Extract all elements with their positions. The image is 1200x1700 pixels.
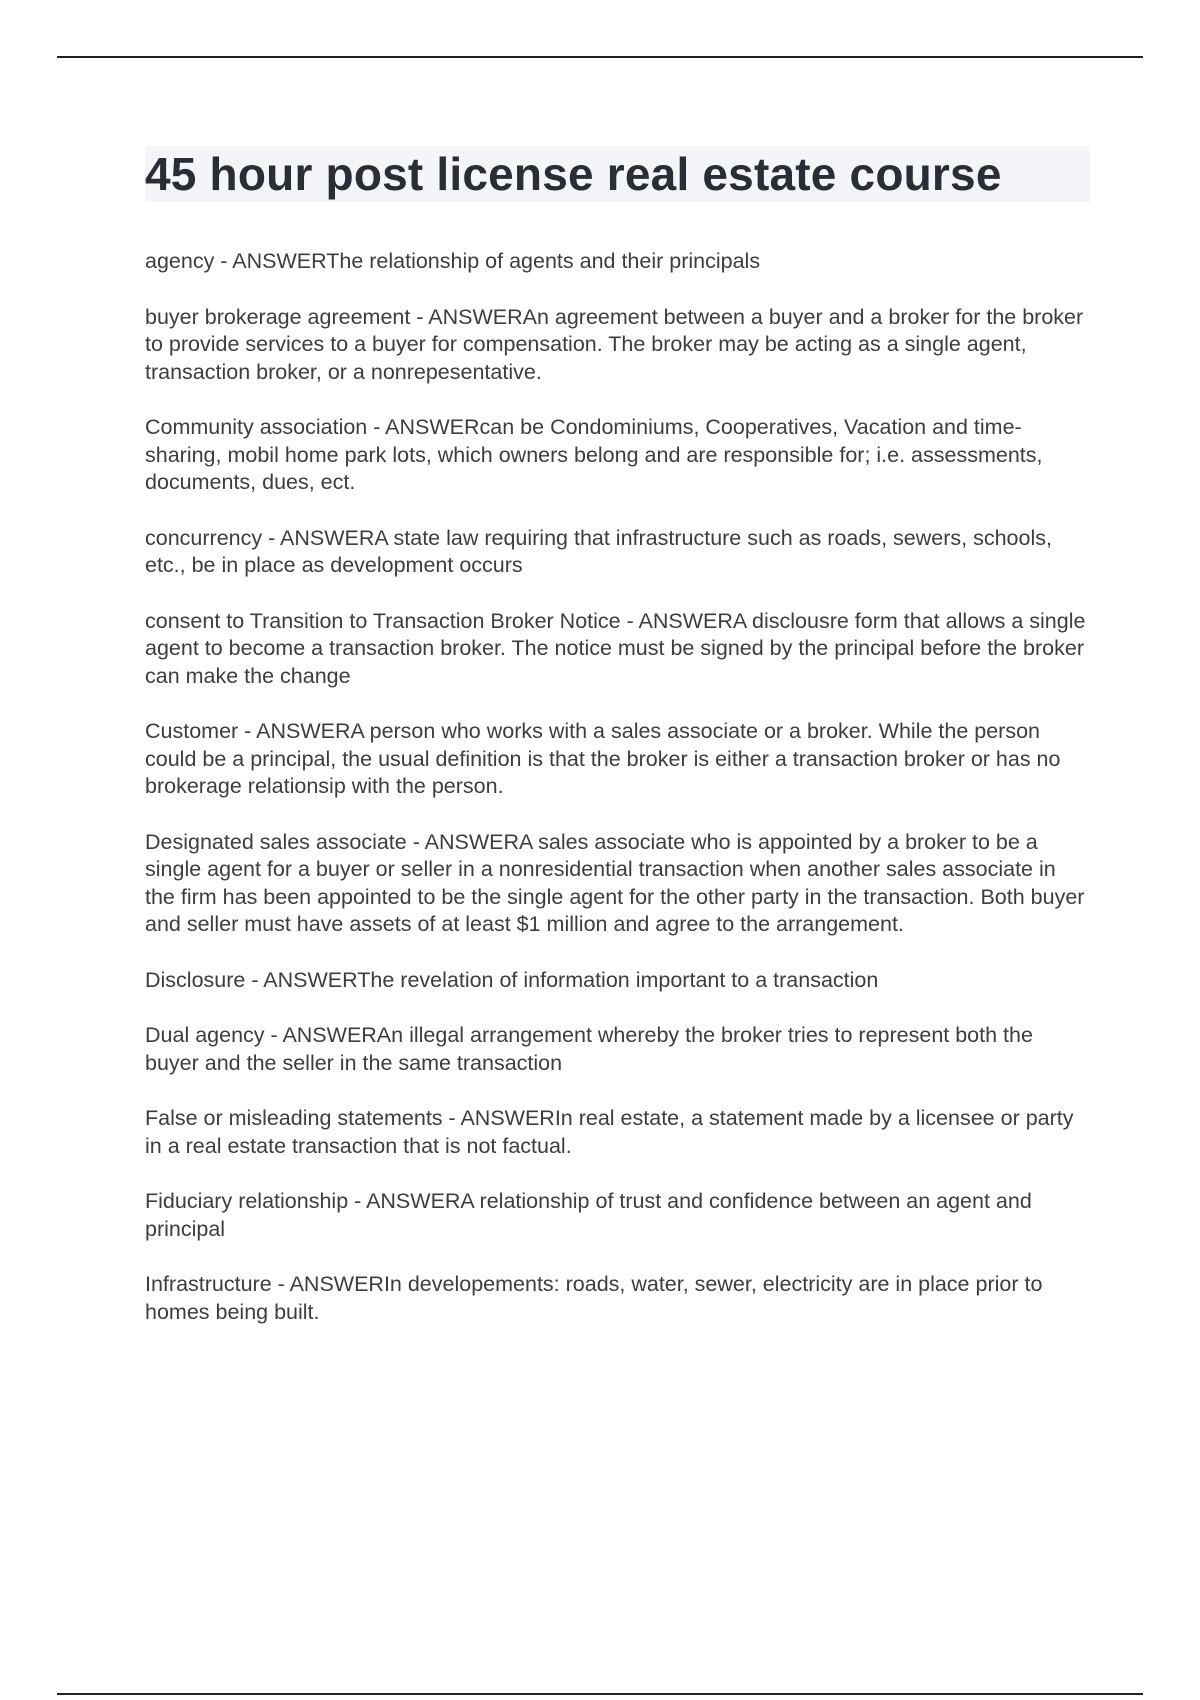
- glossary-entry-false-or-misleading-statements: False or misleading statements - ANSWERIn real estate, a statement made by a licensee or party in a real estate transaction that is not factual.: [145, 1106, 1074, 1158]
- glossary-entry-concurrency: concurrency - ANSWERA state law requiring that infrastructure such as roads, sewers, schools, etc., be in place as development occurs: [145, 525, 1052, 577]
- glossary-entry-infrastructure: Infrastructure - ANSWERIn developements: roads, water, sewer, electricity are in place prior to homes being built.: [145, 1272, 1043, 1324]
- title-banner: [145, 146, 1090, 202]
- glossary-entry-dual-agency: Dual agency - ANSWERAn illegal arrangement whereby the broker tries to represent both the buyer and the seller in the same transaction: [145, 1023, 1033, 1075]
- glossary-entry-community-association: Community association - ANSWERcan be Condominiums, Cooperatives, Vacation and time-sharing, mobil home park lots, which owners belong and are responsible for; i.e. assessments, documents, dues, ect.: [145, 415, 1043, 494]
- bottom-rule: [57, 1693, 1143, 1695]
- glossary-entry-buyer-brokerage-agreement: buyer brokerage agreement - ANSWERAn agreement between a buyer and a broker for the broker to provide services to a buyer for compensation. The broker may be acting as a single agent, transaction broker, or a nonrepesentative.: [145, 304, 1084, 384]
- glossary-entry-fiduciary-relationship: Fiduciary relationship - ANSWERA relationship of trust and confidence between an agent and principal: [145, 1189, 1032, 1241]
- glossary-entry-disclosure: Disclosure - ANSWERThe revelation of information important to a transaction: [145, 967, 879, 992]
- glossary-entry-consent-to-transition: consent to Transition to Transaction Broker Notice - ANSWERA disclousre form that allows a single agent to become a transaction broker. The notice must be signed by the principal before the broker can make the change: [145, 608, 1086, 688]
- glossary-entry-designated-sales-associate: Designated sales associate - ANSWERA sales associate who is appointed by a broker to be a single agent for a buyer or seller in a nonresidential transaction when another sales associate in the firm has been appointed to be the single agent for the other party in the transaction. Both buyer and seller must have assets of at least $1 million and agree to the arrangement.: [145, 829, 1085, 936]
- top-rule: [57, 56, 1143, 58]
- page-title: 45 hour post license real estate course: [145, 148, 1002, 200]
- glossary-entry-customer: Customer - ANSWERA person who works with a sales associate or a broker. While the person could be a principal, the usual definition is that the broker is either a transaction broker or has no brokerage relationsip with the person.: [145, 719, 1061, 798]
- glossary-entry-agency: agency - ANSWERThe relationship of agents and their principals: [145, 249, 761, 273]
- document-body: [145, 146, 1090, 1354]
